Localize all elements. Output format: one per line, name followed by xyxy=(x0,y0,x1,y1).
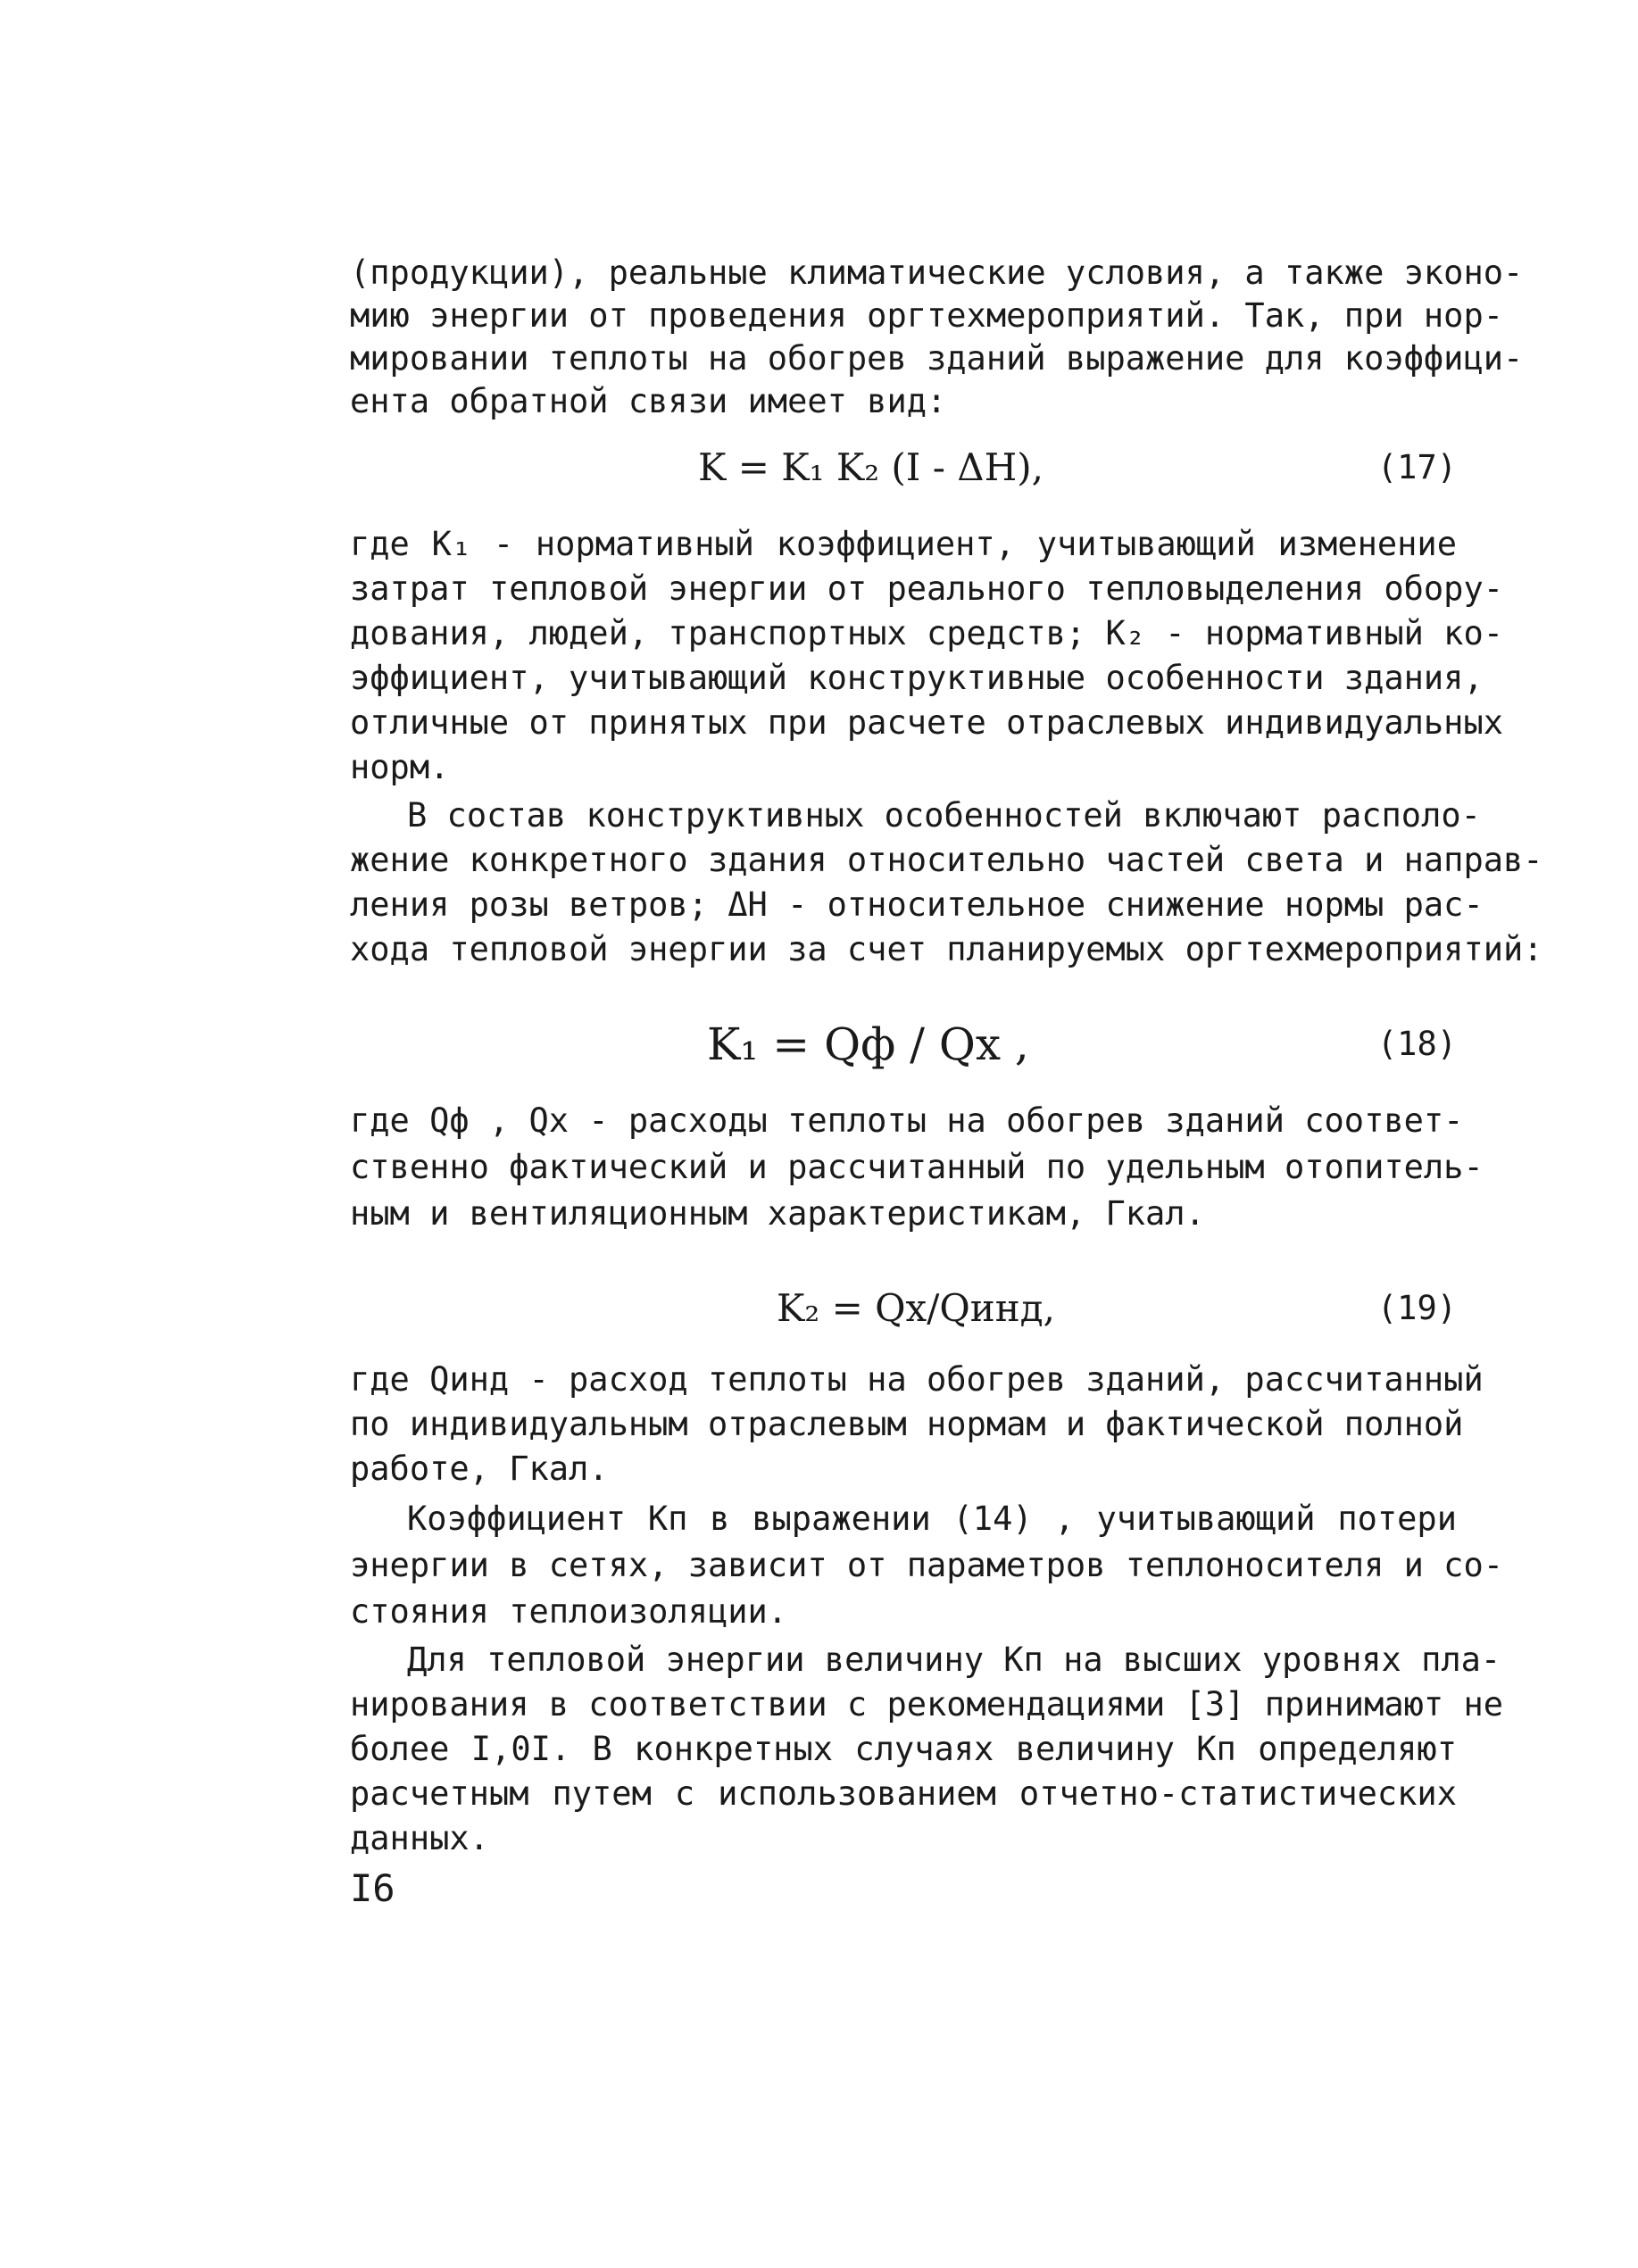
text-line: мировании теплоты на обогрев зданий выражение для коэффици- xyxy=(350,339,1524,378)
text-line: энергии в сетях, зависит от параметров теплоносителя и со- xyxy=(350,1546,1504,1584)
text-line: ления розы ветров; ΔH - относительное снижение нормы рас- xyxy=(350,885,1484,924)
text-line: (продукции), реальные климатические условия, а также эконо- xyxy=(350,253,1524,292)
text-line: жение конкретного здания относительно частей света и направ- xyxy=(350,841,1543,879)
text-line: ента обратной связи имеет вид: xyxy=(350,382,947,420)
text-line: нирования в соответствии с рекомендациями [3] принимают не xyxy=(350,1685,1504,1724)
text-line: норм. xyxy=(350,748,450,786)
text-line: эффициент, учитывающий конструктивные особенности здания, xyxy=(350,659,1484,697)
text-line: мию энергии от проведения оргтехмероприятий. Так, при нор- xyxy=(350,296,1504,335)
formula-expression: K₁ = Qф / Qх , xyxy=(707,1018,1029,1070)
text-line: по индивидуальным отраслевым нормам и фактической полной xyxy=(350,1405,1464,1443)
formula-19 xyxy=(350,1282,1457,1335)
text-line: расчетным путем с использованием отчетно-статистических xyxy=(350,1774,1457,1813)
text-line: стояния теплоизоляции. xyxy=(350,1592,788,1631)
text-line: хода тепловой энергии за счет планируемых оргтехмероприятий: xyxy=(350,930,1543,968)
text-line: где Qф , Qх - расходы теплоты на обогрев зданий соответ- xyxy=(350,1101,1464,1140)
formula-expression: K = K₁ K₂ (I - ΔH), xyxy=(698,445,1043,489)
formula-number: (18) xyxy=(1376,1025,1457,1063)
text-line: более I,0I. В конкретных случаях величину Kп определяют xyxy=(350,1730,1457,1768)
text-line: где Qинд - расход теплоты на обогрев зданий, рассчитанный xyxy=(350,1360,1484,1399)
text-line: отличные от принятых при расчете отраслевых индивидуальных xyxy=(350,703,1504,742)
text-line: дования, людей, транспортных средств; K₂ - нормативный ко- xyxy=(350,614,1504,652)
text-line: Коэффициент Kп в выражении (14) , учитывающий потери xyxy=(407,1500,1457,1538)
text-line: затрат тепловой энергии от реального тепловыделения обору- xyxy=(350,569,1504,608)
formula-17 xyxy=(350,441,1457,494)
text-line: работе, Гкал. xyxy=(350,1450,609,1488)
formula-expression: K₂ = Qх/Qинд, xyxy=(777,1286,1056,1330)
formula-18 xyxy=(350,1018,1457,1071)
text-line: данных. xyxy=(350,1819,489,1857)
text-line: Для тепловой энергии величину Kп на высших уровнях пла- xyxy=(407,1641,1501,1679)
formula-number: (17) xyxy=(1376,448,1457,486)
text-line: где K₁ - нормативный коэффициент, учитывающий изменение xyxy=(350,525,1457,563)
formula-number: (19) xyxy=(1376,1289,1457,1327)
page-number: I6 xyxy=(350,1866,395,1910)
text-line: ственно фактический и рассчитанный по удельным отопитель- xyxy=(350,1148,1484,1186)
text-line: ным и вентиляционным характеристикам, Гкал. xyxy=(350,1194,1205,1233)
text-line: В состав конструктивных особенностей включают располо- xyxy=(407,796,1481,835)
